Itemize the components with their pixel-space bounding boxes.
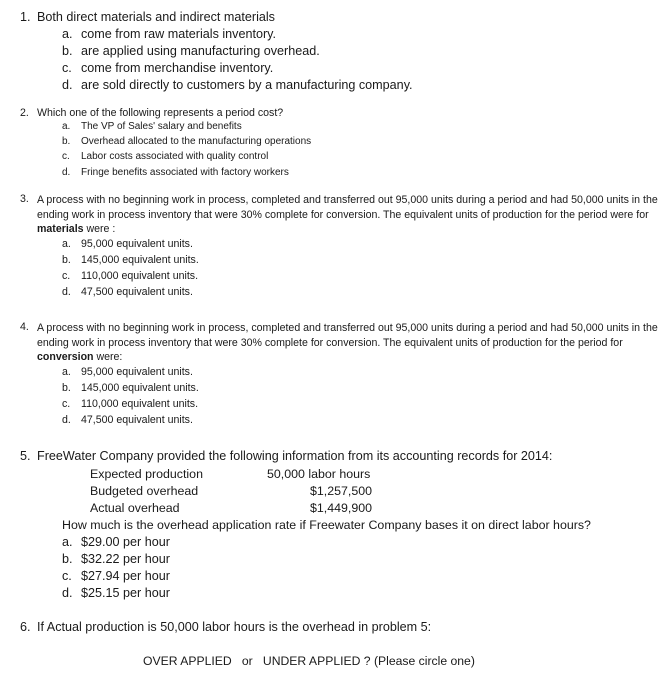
option-b: b. Overhead allocated to the manufacturing operations	[62, 136, 312, 147]
option-c: c. 110,000 equivalent units.	[62, 270, 199, 282]
option-b: b. $32.22 per hour	[62, 552, 170, 566]
info-value-expected-production: 50,000 labor hours	[267, 467, 371, 481]
info-value-actual-overhead: $1,449,900	[310, 501, 373, 515]
question-stem: Both direct materials and indirect materials	[37, 10, 275, 24]
question-number: 3.	[20, 193, 29, 205]
question-number: 4.	[20, 321, 29, 333]
option-b: b. 145,000 equivalent units.	[62, 382, 199, 394]
option-a: a. $29.00 per hour	[62, 535, 170, 549]
option-d: d. are sold directly to customers by a manufacturing company.	[62, 78, 413, 92]
info-label-budgeted-overhead: Budgeted overhead	[90, 484, 199, 498]
question-stem: Which one of the following represents a period cost?	[37, 107, 284, 119]
option-b: b. 145,000 equivalent units.	[62, 254, 199, 266]
option-a: a. 95,000 equivalent units.	[62, 238, 193, 250]
option-d: d. Fringe benefits associated with factory workers	[62, 167, 289, 178]
emphasis-conversion: conversion	[37, 351, 94, 363]
question-number: 2.	[20, 107, 29, 119]
option-c: c. $27.94 per hour	[62, 569, 170, 583]
option-d: d. 47,500 equivalent units.	[62, 286, 193, 298]
option-b: b. are applied using manufacturing overhead.	[62, 44, 320, 58]
option-d: d. 47,500 equivalent units.	[62, 414, 193, 426]
option-d: d. $25.15 per hour	[62, 586, 170, 600]
question-prompt: How much is the overhead application rate if Freewater Company bases it on direct labor hours?	[62, 518, 591, 532]
question-stem: FreeWater Company provided the following information from its accounting records for 2014:	[37, 449, 553, 463]
option-a: a. The VP of Sales' salary and benefits	[62, 121, 242, 132]
option-c: c. 110,000 equivalent units.	[62, 398, 199, 410]
option-c: c. come from merchandise inventory.	[62, 61, 274, 75]
option-c: c. Labor costs associated with quality control	[62, 151, 269, 162]
emphasis-materials: materials	[37, 223, 84, 235]
question-number: 6.	[20, 620, 31, 634]
info-value-budgeted-overhead: $1,257,500	[310, 484, 373, 498]
question-number: 1.	[20, 10, 31, 24]
question-stem: A process with no beginning work in process, completed and transferred out 95,000 units during a period and had 50,000 units in the ending work in process inventory that were 30% complete for conversion. The equivalent units of production for the period were for materials were :	[37, 194, 658, 235]
question-stem: If Actual production is 50,000 labor hours is the overhead in problem 5:	[37, 620, 432, 634]
answer-choice-line[interactable]: OVER APPLIED or UNDER APPLIED ? (Please circle one)	[143, 654, 475, 668]
option-a: a. 95,000 equivalent units.	[62, 366, 193, 378]
question-stem: A process with no beginning work in process, completed and transferred out 95,000 units during a period and had 50,000 units in the ending work in process inventory that were 30% complete for conversion. The equivalent units of production for the period for conversion were:	[37, 322, 658, 363]
info-label-actual-overhead: Actual overhead	[90, 501, 180, 515]
option-a: a. come from raw materials inventory.	[62, 27, 277, 41]
info-label-expected-production: Expected production	[90, 467, 203, 481]
question-number: 5.	[20, 449, 31, 463]
